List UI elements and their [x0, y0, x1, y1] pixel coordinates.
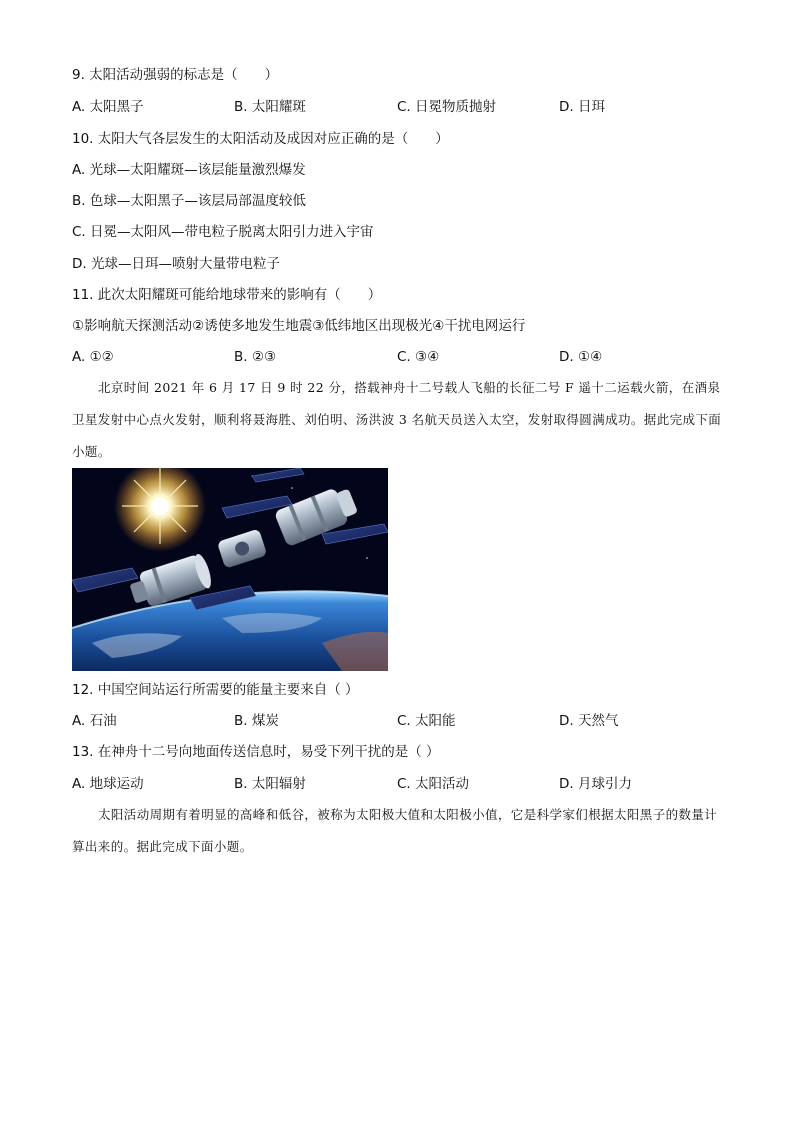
- q9-option-a: A. 太阳黑子: [72, 99, 144, 115]
- q9-option-d: D. 日珥: [559, 99, 605, 115]
- q12-option-d: D. 天然气: [559, 713, 619, 729]
- passage-shenzhou-12: 北京时间 2021 年 6 月 17 日 9 时 22 分，搭载神舟十二号载人飞船的长征二号 F 遥十二运载火箭，在酒泉卫星发射中心点火发射，顺利将聂海胜、刘伯明、汤洪波 3 名航天员送入太空，发射取得圆满成功。据此完成下面小题。: [72, 380, 722, 459]
- passage-solar-cycle: 太阳活动周期有着明显的高峰和低谷，被称为太阳极大值和太阳极小值，它是科学家们根据太阳黑子的数量计算出来的。据此完成下面小题。: [72, 807, 718, 854]
- q11-items: ①影响航天探测活动②诱使多地发生地震③低纬地区出现极光④干扰电网运行: [72, 318, 526, 334]
- q12-option-a: A. 石油: [72, 713, 117, 729]
- q12-option-c: C. 太阳能: [397, 713, 456, 729]
- q13-option-d: D. 月球引力: [559, 776, 632, 792]
- q13-option-a: A. 地球运动: [72, 776, 144, 792]
- question-9-stem: 9. 太阳活动强弱的标志是（ ）: [72, 67, 279, 83]
- q13-option-c: C. 太阳活动: [397, 776, 470, 792]
- q11-option-b: B. ②③: [234, 349, 277, 365]
- question-13-stem: 13. 在神舟十二号向地面传送信息时，易受下列干扰的是（ ）: [72, 744, 440, 760]
- q9-option-b: B. 太阳耀斑: [234, 99, 306, 115]
- q10-option-b: B. 色球—太阳黑子—该层局部温度较低: [72, 193, 306, 209]
- q11-option-d: D. ①④: [559, 349, 603, 365]
- q10-option-c: C. 日冕—太阳风—带电粒子脱离太阳引力进入宇宙: [72, 224, 374, 240]
- q13-option-b: B. 太阳辐射: [234, 776, 306, 792]
- question-11-stem: 11. 此次太阳耀斑可能给地球带来的影响有（ ）: [72, 287, 382, 303]
- q9-option-c: C. 日冕物质抛射: [397, 99, 497, 115]
- q10-option-d: D. 光球—日珥—喷射大量带电粒子: [72, 256, 280, 272]
- question-12-stem: 12. 中国空间站运行所需要的能量主要来自（ ）: [72, 682, 359, 698]
- q10-option-a: A. 光球—太阳耀斑—该层能量激烈爆发: [72, 162, 306, 178]
- space-station-illustration: [72, 468, 388, 671]
- question-10-stem: 10. 太阳大气各层发生的太阳活动及成因对应正确的是（ ）: [72, 131, 449, 147]
- q11-option-a: A. ①②: [72, 349, 114, 365]
- q12-option-b: B. 煤炭: [234, 713, 279, 729]
- q11-option-c: C. ③④: [397, 349, 440, 365]
